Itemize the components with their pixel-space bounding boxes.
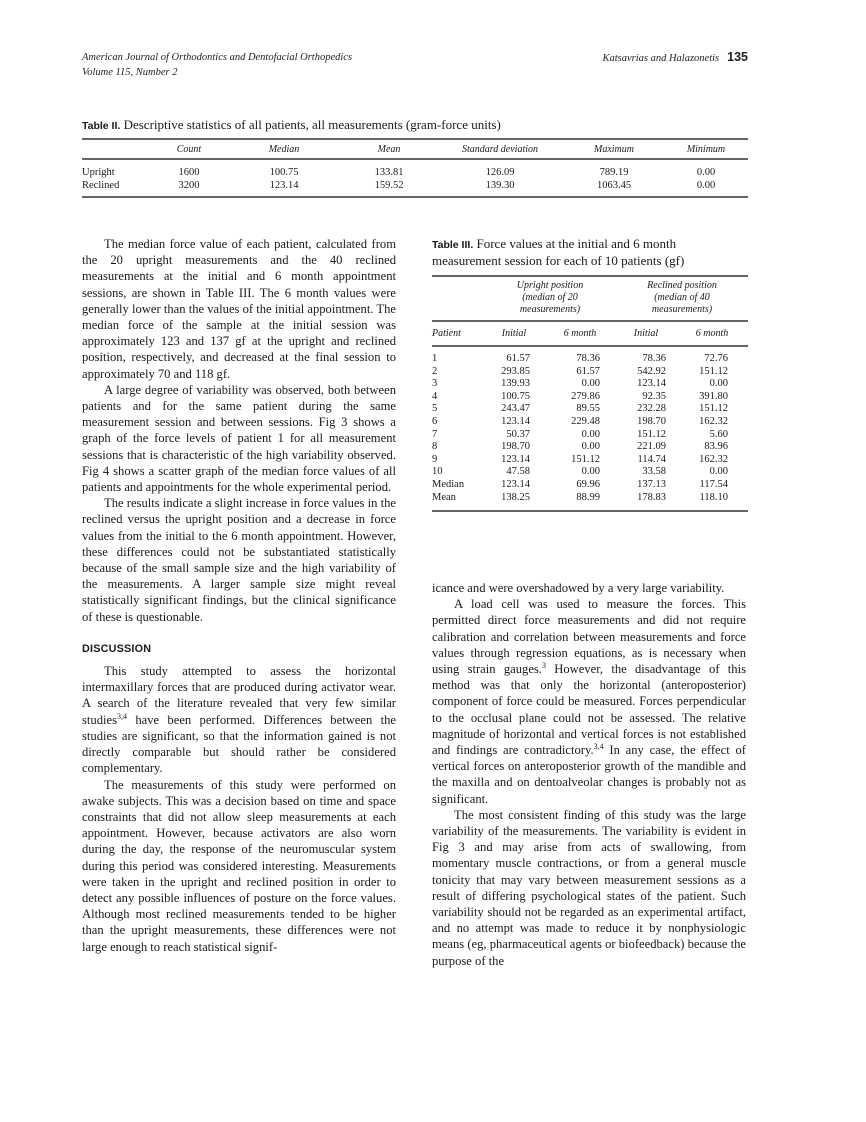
cell: 69.96 xyxy=(576,478,600,490)
table-row xyxy=(432,378,748,391)
journal-volume: Volume 115, Number 2 xyxy=(82,67,178,78)
empty-header xyxy=(432,276,484,321)
table-row xyxy=(432,429,748,442)
table-row xyxy=(82,179,748,197)
row-label: Upright xyxy=(82,167,115,178)
table-3-caption xyxy=(432,236,748,269)
cell: 293.85 xyxy=(501,365,530,377)
cell: 789.19 xyxy=(599,167,629,178)
cell: 0.00 xyxy=(581,441,600,453)
table-3-header-row xyxy=(432,321,748,346)
table-row xyxy=(432,391,748,404)
cell: 232.28 xyxy=(637,403,666,415)
citation: 3,4 xyxy=(593,741,604,751)
cell: 151.12 xyxy=(571,453,600,465)
table-row xyxy=(432,466,748,479)
patient-id: 9 xyxy=(432,453,438,465)
cell: 198.70 xyxy=(637,415,666,427)
cell: 198.70 xyxy=(501,441,530,453)
patient-id: 8 xyxy=(432,441,438,453)
column-header: Minimum xyxy=(686,144,726,155)
patient-id: 4 xyxy=(432,390,438,402)
cell: 88.99 xyxy=(576,491,600,503)
patient-id: 5 xyxy=(432,403,438,415)
cell: 78.36 xyxy=(642,353,666,364)
citation: 3,4 xyxy=(116,711,127,721)
row-label: Mean xyxy=(432,491,456,503)
paragraph xyxy=(432,596,746,807)
cell: 114.74 xyxy=(637,453,666,465)
cell: 243.47 xyxy=(501,403,530,415)
paragraph: The results indicate a slight increase in force values in the reclined versus the upright position and a decrease in force values from the initial to the 6 month appointment. However, these differences could not be substantiated statistically because of the small sample size and the high variability of the measurements. A larger sample size might reveal statistically significant findings, but the clinical significance of these is questionable. xyxy=(82,496,396,624)
cell: 0.00 xyxy=(581,466,600,478)
right-column xyxy=(432,580,746,969)
table-2-caption xyxy=(82,117,748,134)
cell: 159.52 xyxy=(374,180,404,191)
cell: 92.35 xyxy=(642,390,666,402)
cell: 33.58 xyxy=(642,466,666,478)
cell: 0.00 xyxy=(696,180,716,191)
text-run: A load cell was used to measure the forces. This permitted direct force measurements and did not require calibration and correlation between measurements and force values through regression equations, as is necessary when using strain gauges. xyxy=(432,597,746,677)
column-header xyxy=(82,139,152,159)
cell: 123.14 xyxy=(637,378,666,390)
cell: 72.76 xyxy=(704,353,728,364)
table-3-label: Table III. xyxy=(432,239,474,251)
patient-id: 7 xyxy=(432,428,438,440)
cell: 137.13 xyxy=(637,478,666,490)
text-run: In any case, the effect of vertical forces on anteroposterior growth of the mandible and the maxilla and on dentoalveolar changes is probably not as significant. xyxy=(432,743,746,806)
cell: 133.81 xyxy=(374,167,404,178)
cell: 221.09 xyxy=(637,441,666,453)
cell: 138.25 xyxy=(501,491,530,503)
cell: 0.00 xyxy=(709,378,728,390)
group-header-line: (median of 20 xyxy=(522,292,578,303)
group-header-reclined xyxy=(616,276,748,321)
table-2-header-row xyxy=(82,139,748,159)
section-heading-discussion: DISCUSSION xyxy=(82,642,152,655)
cell: 0.00 xyxy=(581,378,600,390)
cell: 151.12 xyxy=(699,365,728,377)
cell: 47.58 xyxy=(506,466,530,478)
table-row xyxy=(432,441,748,454)
table-3-grid xyxy=(432,275,748,512)
group-header-line: measurements) xyxy=(651,304,713,315)
cell: 0.00 xyxy=(696,167,716,178)
cell: 123.14 xyxy=(501,415,530,427)
cell: 151.12 xyxy=(637,428,666,440)
patient-id: 10 xyxy=(432,466,443,478)
group-header-upright xyxy=(484,276,616,321)
column-header: Mean xyxy=(377,144,401,155)
row-label: Median xyxy=(432,478,465,490)
cell: 89.55 xyxy=(576,403,600,415)
group-header-line: Reclined position xyxy=(647,280,717,291)
patient-id: 6 xyxy=(432,415,438,427)
cell: 542.92 xyxy=(637,365,666,377)
cell: 118.10 xyxy=(699,491,728,503)
patient-id: 2 xyxy=(432,365,438,377)
table-2-grid xyxy=(82,138,748,198)
running-authors: Katsavrias and Halazonetis xyxy=(602,53,720,64)
group-header-line: Upright position xyxy=(516,280,584,291)
paragraph: A large degree of variability was observed, both between patients and for the same patient during the same measurement session and between sessions. Fig 3 shows a graph of the force levels of patient 1 for all measurement sessions that is characteristic of the high variability observed. Fig 4 shows a scatter graph of the median force values of all patients and appointments for the whole experimental period. xyxy=(82,382,396,495)
page-number: 135 xyxy=(727,50,748,64)
group-header-line: measurements) xyxy=(519,304,581,315)
paragraph: The most consistent finding of this study was the large variability of the measurements. The variability is evident in Fig 3 and may arise from acts of swallowing, from momentary muscle contractions, or from a general muscle tonicity that may vary between measurement sessions as a result of differing psychological states of the patient. Such variability should not be regarded as an experimental artifact, and no attempt was made to reduce it by nonphysiologic means (eg, pharmaceutical agents or biofeedback) because the purpose of the xyxy=(432,807,746,968)
cell: 1063.45 xyxy=(596,180,632,191)
cell: 83.96 xyxy=(704,441,728,453)
text-run: However, the disadvantage of this method was that only the horizontal (anteroposterior) component of force could be measured. Forces perpendicular to the occlusal plane could not be assessed. The relative magnitude of horizontal and vertical forces is not established and findings are contradictory. xyxy=(432,662,747,758)
cell: 117.54 xyxy=(699,478,728,490)
cell: 391.80 xyxy=(699,390,728,402)
table-2-label: Table II. xyxy=(82,120,121,132)
summary-row-median xyxy=(432,479,748,492)
author-page xyxy=(602,50,748,66)
cell: 279.86 xyxy=(571,390,600,402)
column-header: Initial xyxy=(501,328,527,339)
cell: 100.75 xyxy=(501,390,530,402)
column-header: Patient xyxy=(432,328,461,339)
citation: 3 xyxy=(541,660,546,670)
table-3-group-header-row xyxy=(432,276,748,321)
row-label: Reclined xyxy=(82,180,120,191)
column-header: Maximum xyxy=(594,144,634,155)
cell: 1600 xyxy=(178,167,200,178)
journal-info xyxy=(82,50,352,80)
cell: 139.30 xyxy=(485,180,515,191)
cell: 162.32 xyxy=(699,415,728,427)
column-header: Standard deviation xyxy=(461,144,538,155)
cell: 151.12 xyxy=(699,403,728,415)
table-3 xyxy=(432,236,748,512)
cell: 78.36 xyxy=(576,353,600,364)
cell: 123.14 xyxy=(501,478,530,490)
summary-row-mean xyxy=(432,492,748,512)
cell: 229.48 xyxy=(571,415,600,427)
cell: 3200 xyxy=(178,180,200,191)
journal-title: American Journal of Orthodontics and Dentofacial Orthopedics xyxy=(82,52,353,63)
cell: 0.00 xyxy=(709,466,728,478)
cell: 123.14 xyxy=(501,453,530,465)
cell: 50.37 xyxy=(506,428,530,440)
cell: 123.14 xyxy=(269,180,299,191)
paragraph: The measurements of this study were performed on awake subjects. This was a decision based on time and space constraints that did not allow sleep measurements at each appointment. However, because activators are also worn during the day, the response of the neuromuscular system during this period was considered interesting. Measurements were taken in the upright and reclined position in order to detect any possible influences of posture on the force values. Although most reclined measurements tended to be higher than the upright measurements, these differences were not large enough to reach statistical signif- xyxy=(82,777,396,954)
table-3-body xyxy=(432,346,748,511)
table-row xyxy=(432,403,748,416)
paragraph: icance and were overshadowed by a very large variability. xyxy=(432,581,725,595)
cell: 178.83 xyxy=(637,491,666,503)
cell: 61.57 xyxy=(576,365,600,377)
column-header: 6 month xyxy=(695,328,729,339)
cell: 100.75 xyxy=(269,167,299,178)
table-row xyxy=(432,454,748,467)
paragraph: The median force value of each patient, calculated from the 20 upright measurements and the 40 reclined measurements at the initial and 6 month appointment sessions, are shown in Table III. The 6 month values were generally lower than the values of the initial appointment. The median force of the sample at the initial session was approximately 123 and 137 gf at the upright and reclined position, respectively, and decreased at the final session to approximately 70 and 118 gf. xyxy=(82,237,396,381)
cell: 0.00 xyxy=(581,428,600,440)
cell: 61.57 xyxy=(506,353,530,364)
table-2-title: Descriptive statistics of all patients, all measurements (gram-force units) xyxy=(123,117,501,132)
table-3-title: Force values at the initial and 6 month measurement session for each of 10 patients (gf) xyxy=(432,236,685,268)
text-run: have been performed. Differences between the studies are significant, so that the information gained is not directly comparable but should rather be considered complementary. xyxy=(82,712,396,776)
table-row xyxy=(82,159,748,179)
group-header-line: (median of 40 xyxy=(654,292,710,303)
patient-id: 3 xyxy=(432,378,438,390)
left-column xyxy=(82,236,396,955)
column-header: 6 month xyxy=(563,328,597,339)
patient-id: 1 xyxy=(432,353,438,364)
column-header: Count xyxy=(176,144,202,155)
column-header: Median xyxy=(268,144,300,155)
cell: 5.60 xyxy=(709,428,728,440)
cell: 139.93 xyxy=(501,378,530,390)
table-row xyxy=(432,416,748,429)
table-row xyxy=(432,366,748,379)
text-run: This study attempted to assess the horizontal intermaxillary forces that are produced during activator wear. A search of the literature revealed that very few similar studies xyxy=(82,664,396,727)
column-header: Initial xyxy=(633,328,659,339)
cell: 162.32 xyxy=(699,453,728,465)
table-2 xyxy=(82,117,748,198)
table-row xyxy=(432,346,748,366)
paragraph xyxy=(82,663,396,776)
cell: 126.09 xyxy=(485,167,515,178)
